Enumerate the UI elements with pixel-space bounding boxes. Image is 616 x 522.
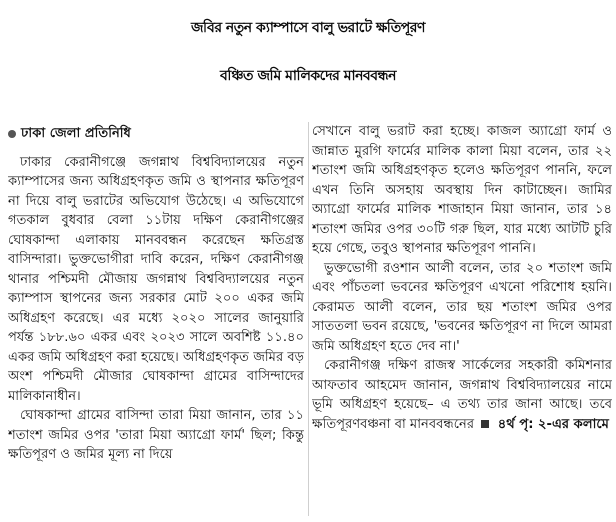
paragraph: [312, 356, 612, 434]
bullet-icon: [8, 130, 16, 138]
paragraph: ভুক্তভোগী রওশান আলী বলেন, তার ২০ শতাংশ জমি এবং পাঁচতলা ভবনের ক্ষতিপূরণ এখনো পরিশোধ হয়নি। কেরামত আলী বলেন, তার ছয় শতাংশ জমির ওপর সাততলা ভবন রয়েছে, 'ভবনের ক্ষতিপূরণ না দিলে আমরা জমি অধিগ্রহণ হতে দেব না।': [312, 260, 612, 354]
headline-line-1: জবির নতুন ক্যাম্পাসে বালু ভরাটে ক্ষতিপূরণ: [191, 20, 425, 36]
paragraph-text: কেরানীগঞ্জ দক্ষিণ রাজস্ব সার্কেলের সহকারী কমিশনার আফতাব আহমেদ জানান, জগন্নাথ বিশ্ববিদ্যালয়ের নামে ভূমি অধিগ্রহণ হয়েছে– এ তথ্য তার জানা আছে। তবে ক্ষতিপূরণবঞ্চনা বা মানববন্ধনের: [312, 358, 612, 432]
paragraph: ঘোষকান্দা গ্রামের বাসিন্দা তারা মিয়া জানান, তার ১১ শতাংশ জমির ওপর 'তারা মিয়া অ্যাগ্রো ফার্ম' ছিল; কিন্তু ক্ষতিপূরণ ও জমির মূল্য না দিয়ে: [8, 408, 304, 462]
continuation-note: [478, 417, 609, 432]
article-column-2: [312, 122, 612, 518]
column-divider: [308, 122, 309, 516]
paragraph: সেখানে বালু ভরাট করা হচ্ছে। কাজল অ্যাগ্রো ফার্ম ও জান্নাত মুরগি ফার্মের মালিক কালা মিয়া বলেন, তার ২২ শতাংশ জমি অধিগ্রহণকৃত হলেও ক্ষতিপূরণ পাননি, ফলে এখন তিনি অসহায় অবস্থায় দিন কাটাচ্ছেন। জামির অ্যাগ্রো ফার্মের মালিক শাজাহান মিয়া জানান, তার ১৪ শতাংশ জমির ওপর ৩০টি গরু ছিল, যার মধ্যে আটটি চুরি হয়ে গেছে, তবুও স্থাপনার ক্ষতিপূরণ পাননি।: [312, 124, 612, 256]
headline-line-2: বঞ্চিত জমি মালিকদের মানববন্ধন: [220, 68, 396, 84]
paragraph: ঢাকার কেরানীগঞ্জে জগন্নাথ বিশ্ববিদ্যালয়ের নতুন ক্যাম্পাসের জন্য অধিগ্রহণকৃত জমি ও স্থাপনার ক্ষতিপূরণ না দিয়ে বালু ভরাটের অভিযোগ উঠেছে। এ অভিযোগে গতকাল বুধবার বেলা ১১টায় দক্ষিণ কেরানীগঞ্জের ঘোষকান্দা এলাকায় মানববন্ধন করেছেন ক্ষতিগ্রস্ত বাসিন্দারা। ভুক্তভোগীরা দাবি করেন, দক্ষিণ কেরানীগঞ্জ থানার পশ্চিমদী মৌজায় জগন্নাথ বিশ্ববিদ্যালয়ের নতুন ক্যাম্পাস স্থাপনের জন্য সরকার মোট ২০০ একর জমি অধিগ্রহণ করেছে। এর মধ্যে ২০২০ সালের জানুয়ারি পর্যন্ত ১৮৮.৬০ একর এবং ২০২৩ সালে অবশিষ্ট ১১.৪০ একর জমি অধিগ্রহণ করা হয়েছে। অধিগ্রহণকৃত জমির বড় অংশ পশ্চিমদী মৌজার ঘোষকান্দা গ্রামের বাসিন্দাদের মালিকানাধীন।: [8, 154, 304, 404]
byline: [8, 124, 304, 147]
byline-text: ঢাকা জেলা প্রতিনিধি: [21, 126, 131, 141]
continuation-text: ৪র্থ পৃ: ২-এর কলামে: [497, 416, 609, 432]
article-column-1: [8, 122, 304, 518]
square-bullet-icon: [481, 420, 489, 428]
